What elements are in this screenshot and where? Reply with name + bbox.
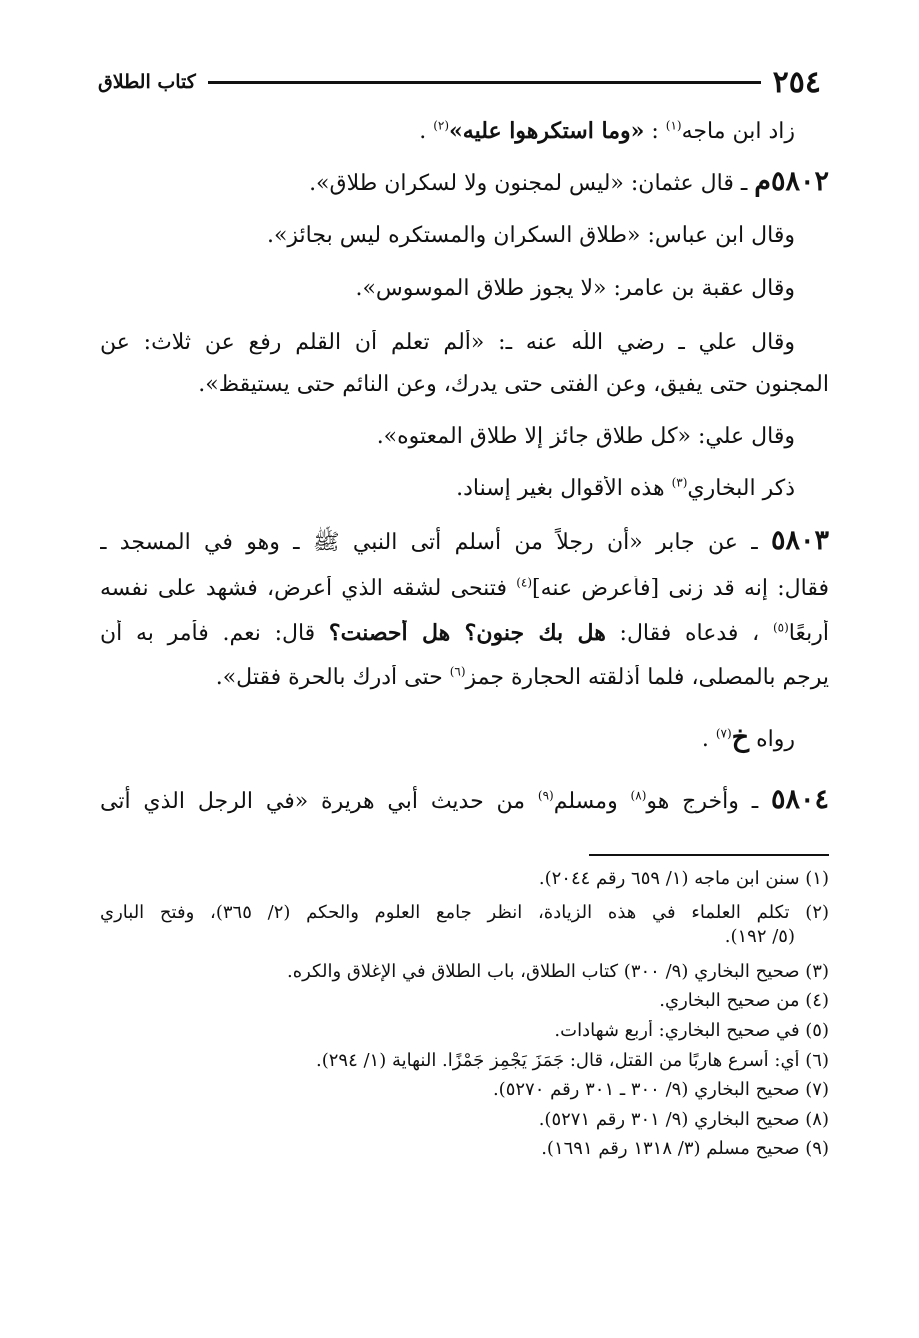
hadith-5802 — [100, 166, 829, 198]
text-span: . — [701, 726, 716, 752]
text-span: هذه الأقوال بغير إسناد. — [456, 475, 672, 501]
text-span: زاد ابن ماجه — [681, 119, 795, 144]
text-line — [100, 118, 829, 145]
source-symbol: خ — [731, 721, 750, 753]
hadith-number: ٥٨٠٤ — [770, 784, 829, 816]
main-text — [100, 118, 829, 816]
footnote-3: (٣) صحيح البخاري (٩/ ٣٠٠) كتاب الطلاق، باب الطلاق في الإغلاق والكره. — [286, 960, 829, 982]
text-span: رواه — [749, 726, 795, 752]
text-span: ـ عن جابر «أن رجلاً من أسلم أتى النبي ﷺ ـ وهو في المسجد ـ — [100, 530, 771, 556]
text-span: يرجم بالمصلى، فلما أذلقته الحجارة جمز — [465, 665, 829, 691]
footnote-ref: (٩) — [537, 788, 554, 803]
footnote-2-continued: (٥/ ١٩٢). — [724, 926, 795, 948]
text-line — [100, 476, 829, 502]
chapter-title: كتاب الطلاق — [98, 71, 196, 93]
footnote-ref: (١) — [665, 118, 682, 133]
text-span: «وما استكرهوا عليه» — [449, 118, 645, 144]
footnote-separator — [589, 854, 829, 856]
footnote-5: (٥) في صحيح البخاري: أربع شهادات. — [554, 1019, 829, 1041]
text-line — [100, 722, 829, 754]
header-rule — [208, 81, 761, 84]
text-span: هل بك جنون؟ هل أحصنت؟ — [328, 619, 606, 646]
text-span: ، فدعاه فقال: — [605, 620, 773, 646]
text-span: ـ قال عثمان: «ليس لمجنون ولا لسكران طلاق». — [309, 171, 755, 197]
footnote-4: (٤) من صحيح البخاري. — [659, 990, 829, 1012]
hadith-number: ٥٨٠٢م — [754, 166, 829, 198]
footnote-8: (٨) صحيح البخاري (٩/ ٣٠١ رقم ٥٢٧١). — [538, 1108, 829, 1130]
text-span: ومسلم — [553, 789, 631, 815]
text-span: من حديث أبي هريرة «في الرجل الذي أتى — [100, 789, 538, 815]
text-line: وقال علي: «كل طلاق جائز إلا طلاق المعتوه». — [376, 424, 795, 450]
page-header — [98, 62, 821, 102]
text-span: قال: نعم. فأمر به أن — [100, 620, 329, 646]
text-line: وقال علي ـ رضي اللَّه عنه ـ: «ألم تعلم أن القلم رفع عن ثلاث: عن — [100, 329, 795, 355]
footnote-ref: (٧) — [715, 726, 732, 741]
footnote-9: (٩) صحيح مسلم (٣/ ١٣١٨ رقم ١٦٩١). — [541, 1138, 829, 1160]
text-line: وقال عقبة بن عامر: «لا يجوز طلاق الموسوس». — [355, 276, 795, 302]
page-number: ٢٥٤ — [772, 64, 821, 100]
text-span: حتى أدرك بالحرة فقتل». — [215, 665, 450, 691]
text-line — [100, 665, 829, 691]
text-span: : — [644, 119, 666, 144]
text-span: . — [419, 119, 434, 144]
hadith-number: ٥٨٠٣ — [770, 525, 829, 557]
footnote-ref: (٤) — [516, 575, 533, 590]
text-line: المجنون حتى يفيق، وعن الفتى حتى يدرك، وعن النائم حتى يستيقظ». — [198, 371, 829, 397]
hadith-5803 — [100, 525, 829, 557]
footnote-1: (١) سنن ابن ماجه (١/ ٦٥٩ رقم ٢٠٤٤). — [538, 868, 829, 889]
text-line: وقال ابن عباس: «طلاق السكران والمستكره ليس بجائز». — [266, 222, 795, 248]
text-span: أربعًا — [788, 620, 829, 646]
footnote-7: (٧) صحيح البخاري (٩/ ٣٠٠ ـ ٣٠١ رقم ٥٢٧٠). — [492, 1079, 829, 1101]
footnote-ref: (٦) — [449, 665, 466, 679]
footnote-ref: (٢) — [433, 118, 450, 133]
hadith-5804 — [100, 784, 829, 816]
text-line — [100, 576, 829, 602]
footnote-6: (٦) أي: أسرع هاربًا من القتل، قال: جَمَزَ يَجْمِز جَمْزًا. النهاية (١/ ٢٩٤). — [315, 1049, 829, 1071]
footnote-2: (٢) تكلم العلماء في هذه الزيادة، انظر جامع العلوم والحكم (٢/ ٣٦٥)، وفتح الباري — [100, 901, 829, 923]
text-span: فتنحى لشقه الذي أعرض، فشهد على نفسه — [100, 575, 517, 601]
text-span: ـ وأخرج هو — [646, 789, 771, 815]
footnote-ref: (٨) — [630, 788, 647, 803]
footnote-ref: (٣) — [671, 475, 688, 490]
footnotes — [100, 868, 829, 1160]
text-span: فقال: إنه قد زنى [فأعرض عنه] — [532, 575, 829, 601]
text-line — [100, 620, 829, 647]
footnote-ref: (٥) — [772, 620, 789, 635]
text-span: ذكر البخاري — [687, 475, 795, 501]
